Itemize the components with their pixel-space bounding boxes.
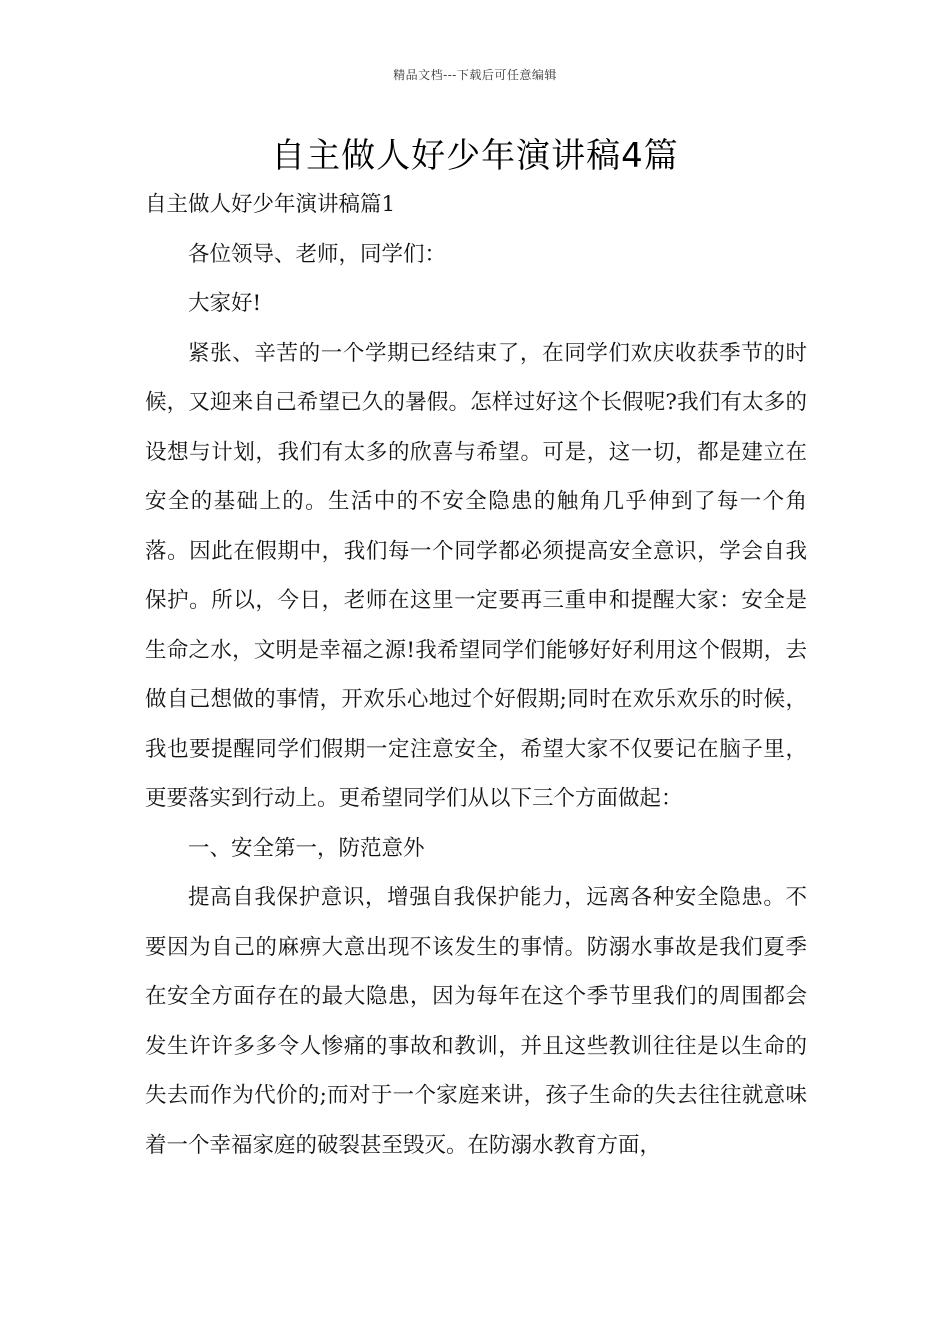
- section-heading: 自主做人好少年演讲稿篇1: [145, 192, 396, 217]
- page-header: 精品文档---下载后可任意编辑: [393, 68, 557, 82]
- body-paragraph: 提高自我保护意识，增强自我保护能力，远离各种安全隐患。不要因为自己的麻痹大意出现不该发生的事情。防溺水事故是我们夏季在安全方面存在的最大隐患，因为每年在这个季节里我们的周围都会发生许许多多令人惨痛的事故和教训，并且这些教训往往是以生命的失去而作为代价的;而对于一个家庭来讲，孩子生命的失去往往就意味着一个幸福家庭的破裂甚至毁灭。在防溺水教育方面，: [145, 885, 807, 1158]
- body-paragraph: 紧张、辛苦的一个学期已经结束了，在同学们欢庆收获季节的时候，又迎来自己希望已久的暑假。怎样过好这个长假呢?我们有太多的设想与计划，我们有太多的欣喜与希望。可是，这一切，都是建立在安全的基础上的。生活中的不安全隐患的触角几乎伸到了每一个角落。因此在假期中，我们每一个同学都必须提高安全意识，学会自我保护。所以，今日，老师在这里一定要再三重申和提醒大家：安全是生命之水，文明是幸福之源!我希望同学们能够好好利用这个假期，去做自己想做的事情，开欢乐心地过个好假期;同时在欢乐欢乐的时候，我也要提醒同学们假期一定注意安全，希望大家不仅要记在脑子里，更要落实到行动上。更希望同学们从以下三个方面做起：: [145, 340, 807, 811]
- subheading-paragraph: 一、安全第一，防范意外: [188, 835, 425, 861]
- document-body: [145, 180, 807, 1170]
- greeting-paragraph: 大家好!: [188, 291, 262, 316]
- document-title: 自主做人好少年演讲稿4篇: [271, 136, 679, 176]
- salutation-paragraph: 各位领导、老师，同学们：: [188, 241, 447, 267]
